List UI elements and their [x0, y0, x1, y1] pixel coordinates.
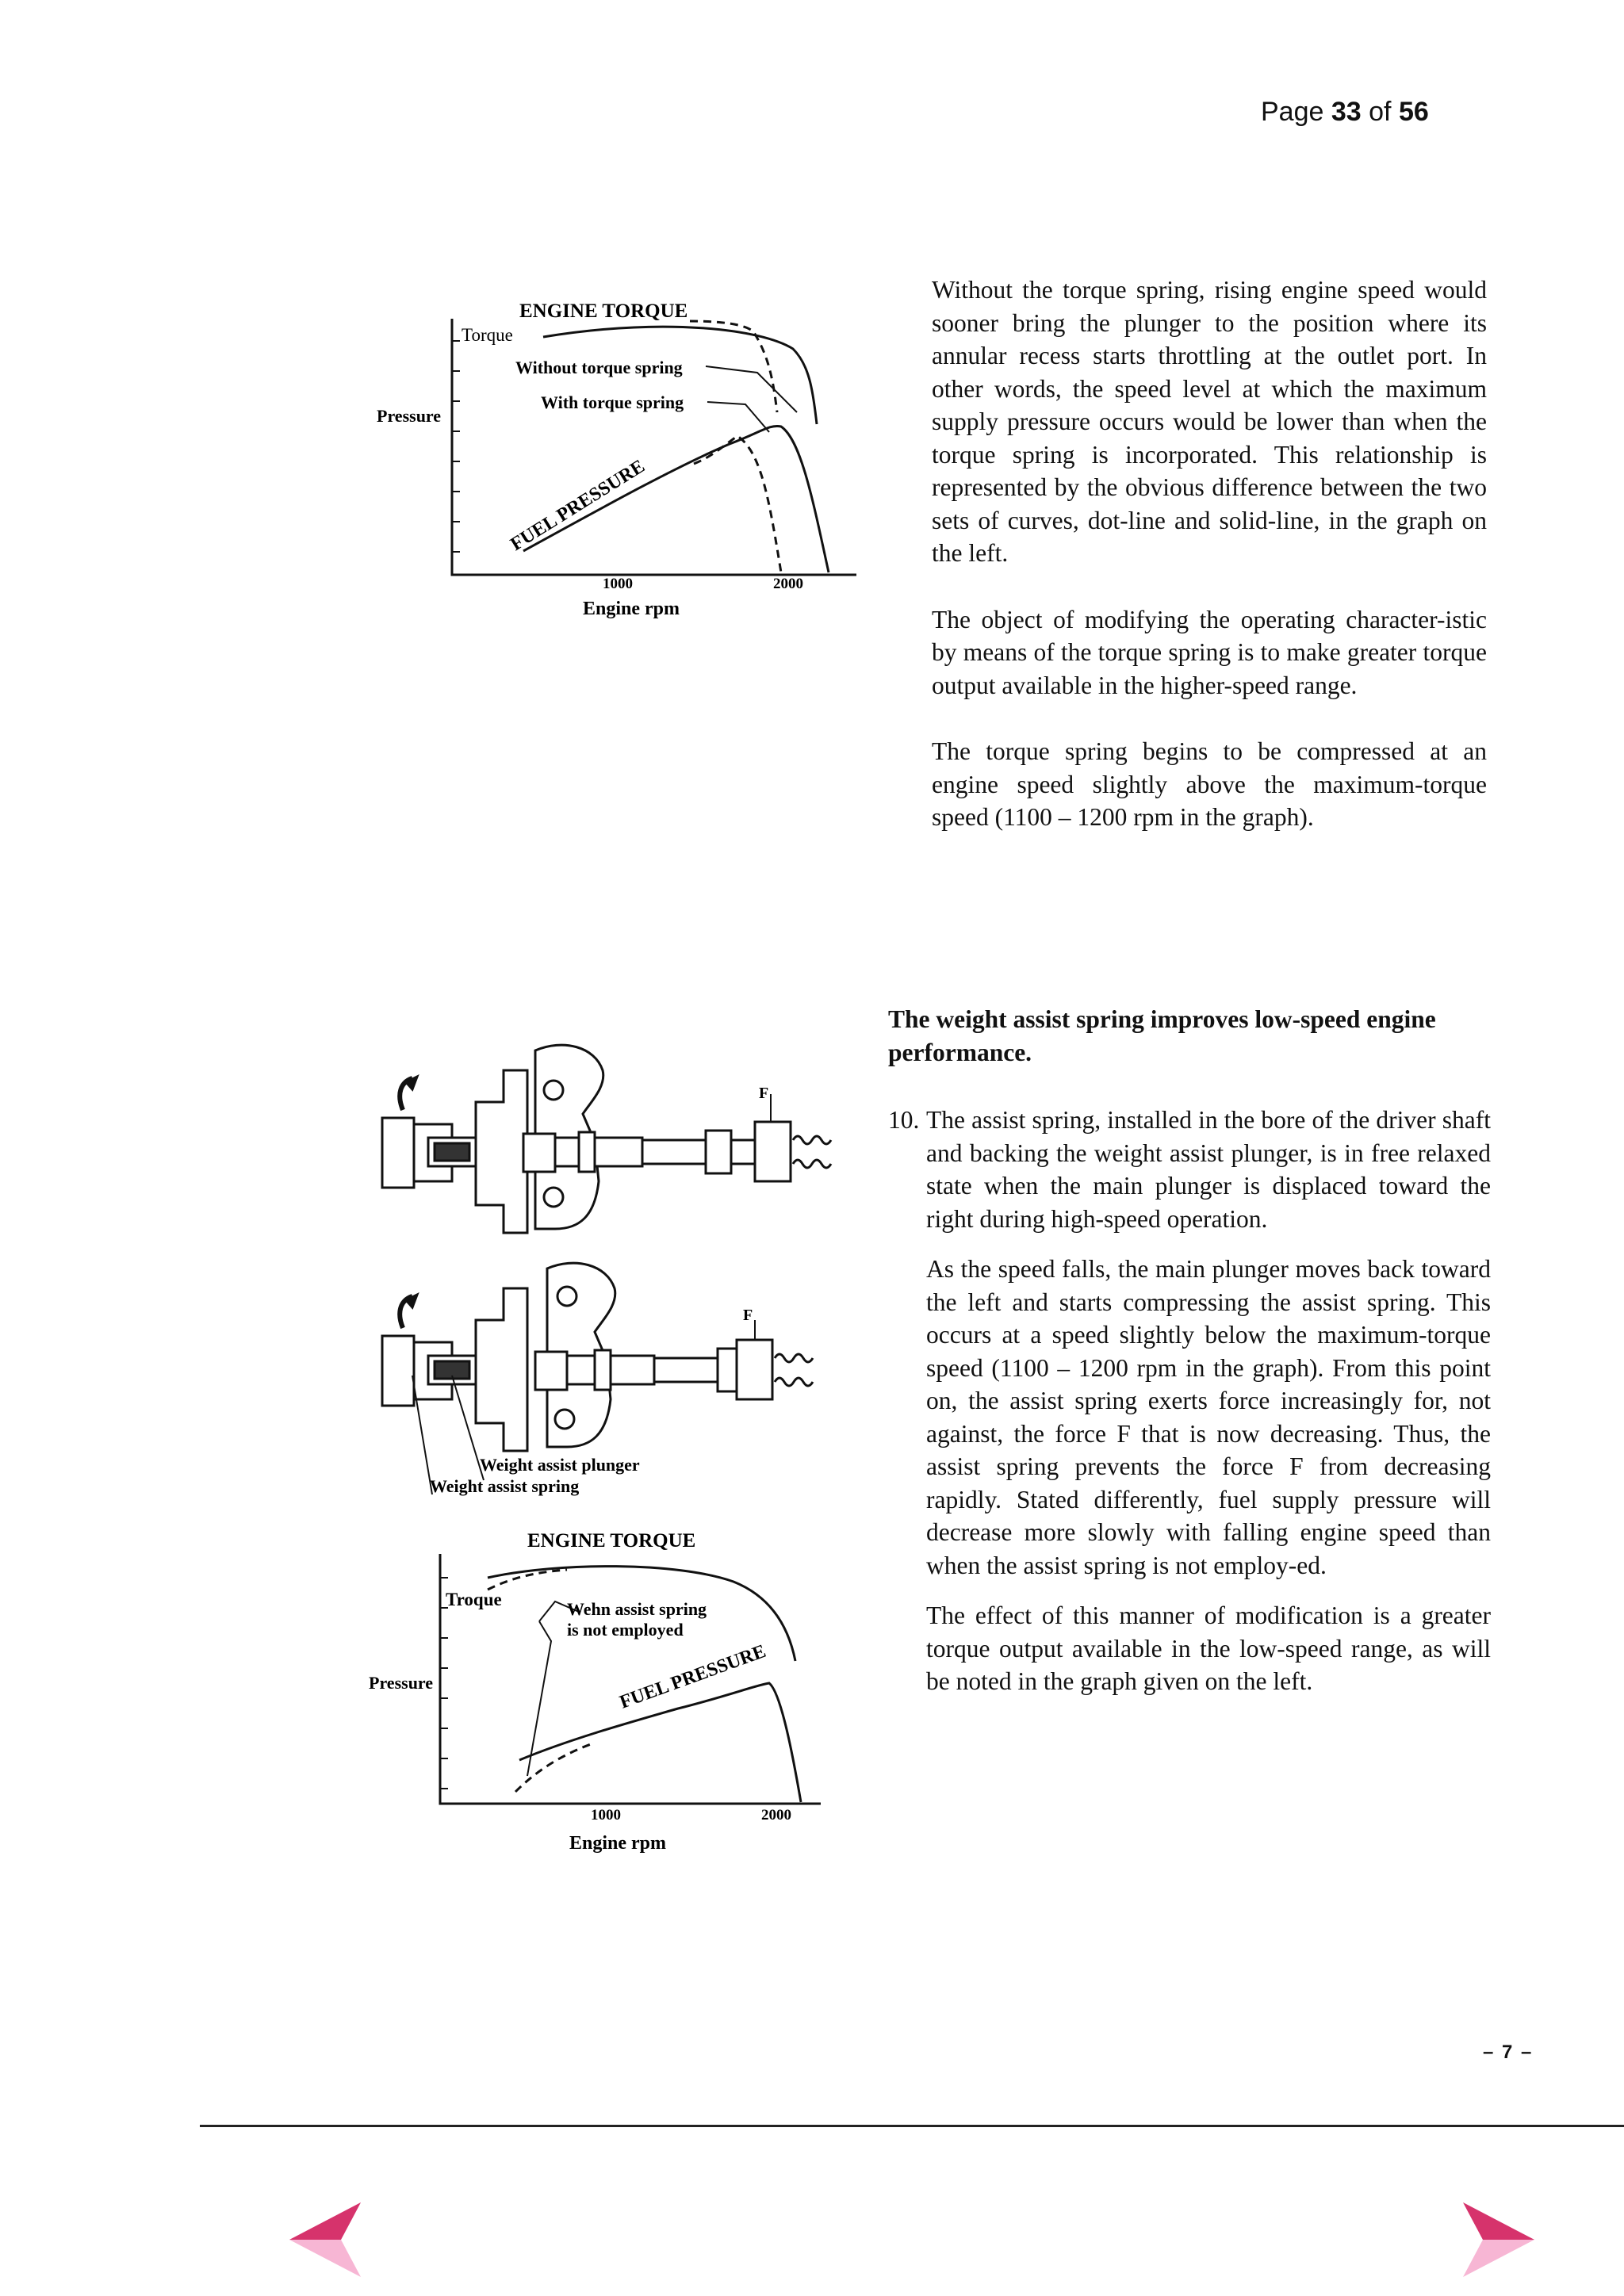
paragraph-torque-spring-3: The torque spring begins to be compressed at an engine speed slightly above the maximum-torque speed (1100 – 1200 rpm in the graph). — [932, 737, 1487, 831]
graph3-annotation-line2: is not employed — [567, 1620, 684, 1640]
page-number: – 7 – — [1483, 2042, 1534, 2063]
graph1-annotation-without: Without torque spring — [515, 358, 683, 377]
paragraph-assist-spring-3: The effect of this manner of modification is a greater torque output available in the low-speed range, as will be noted in the graph given on the left. — [926, 1601, 1491, 1695]
graph3-title: ENGINE TORQUE — [527, 1530, 696, 1552]
torque-spring-text — [932, 274, 1487, 834]
page-counter — [1261, 97, 1429, 128]
graph1-leader-with — [707, 402, 769, 432]
graph1-y-label-torque: Torque — [462, 325, 513, 345]
page-total: 56 — [1398, 97, 1429, 127]
paragraph-assist-spring-2: As the speed falls, the main plunger moves back toward the left and starts compressing the assist spring. This occurs at a speed slightly below the maximum-torque speed (1100 – 1200 rpm in the graph). From this point on, the assist spring exerts force increasingly for, not against, the force F that is now decreasing. Thus, the assist spring prevents the force F from decreasing rapidly. Stated differently, fuel supply pressure will decrease more slowly with falling engine speed than when the assist spring is not employ-ed. — [926, 1255, 1491, 1579]
arrow-left-icon — [289, 2202, 361, 2277]
graph3-pressure-dashed — [515, 1744, 591, 1792]
label-force-f-bottom: F — [743, 1307, 753, 1324]
figure-torque-spring-graph — [365, 285, 872, 634]
page-current: 33 — [1331, 97, 1362, 127]
graph3-torque-dashed — [488, 1570, 567, 1590]
graph1-pressure-dashed — [694, 436, 781, 572]
graph1-annotation-with: With torque spring — [541, 392, 684, 412]
paragraph-assist-spring-1: The assist spring, installed in the bore of the driver shaft and backing the weight assist plunger, is in free relaxed state when the main plunger is displaced toward the right during high-speed operation. — [926, 1106, 1491, 1233]
next-page-button[interactable] — [1459, 2200, 1538, 2279]
figure-assist-spring-mechanism — [365, 1039, 856, 1506]
graph3-x-tick-1000: 1000 — [591, 1807, 621, 1823]
graph3-pressure-solid — [519, 1683, 801, 1802]
mechanism-upper — [382, 1045, 831, 1233]
graph3-x-tick-2000: 2000 — [761, 1807, 791, 1823]
footer-divider — [200, 2125, 1624, 2127]
graph3-annotation-line1: Wehn assist spring — [567, 1599, 707, 1619]
paragraph-torque-spring-1: Without the torque spring, rising engine speed would sooner bring the plunger to the position where its annular recess starts throttling at the outlet port. In other words, the speed level at which the maximum supply pressure occurs would be lower than when the torque spring is incorporated. This relationship is represented by the obvious difference between the two sets of curves, dot-line and solid-line, in the graph on the left. — [932, 276, 1487, 567]
graph1-leader-without — [706, 366, 797, 412]
label-force-f-top: F — [759, 1085, 769, 1102]
previous-page-button[interactable] — [285, 2200, 365, 2279]
paragraph-torque-spring-2: The object of modifying the operating character-istic by means of the torque spring is to make greater torque output available in the higher-speed range. — [932, 605, 1487, 699]
figure-assist-spring-graph — [361, 1518, 852, 1867]
graph3-curve-label: FUEL PRESSURE — [617, 1640, 769, 1713]
list-item — [888, 1104, 1491, 1698]
graph1-x-tick-1000: 1000 — [603, 576, 633, 592]
arrow-right-icon — [1463, 2202, 1534, 2277]
page-of: of — [1361, 97, 1399, 127]
graph1-torque-dashed — [690, 321, 777, 412]
graph1-y-label-pressure: Pressure — [377, 406, 442, 426]
graph3-y-label-pressure: Pressure — [369, 1673, 434, 1693]
graph3-x-label: Engine rpm — [569, 1833, 667, 1854]
graph1-x-tick-2000: 2000 — [773, 576, 803, 592]
label-weight-assist-spring: Weight assist spring — [430, 1476, 580, 1496]
section-heading: The weight assist spring improves low-speed engine performance. — [888, 1005, 1436, 1066]
graph1-x-label: Engine rpm — [583, 599, 680, 619]
label-weight-assist-plunger: Weight assist plunger — [480, 1455, 640, 1475]
assist-spring-section — [888, 1003, 1491, 1698]
graph3-y-label-torque: Troque — [446, 1590, 502, 1609]
item-number: 10. — [888, 1106, 920, 1134]
graph1-title: ENGINE TORQUE — [519, 300, 688, 322]
graph1-curve-label: FUEL PRESSURE — [507, 456, 649, 556]
page-prefix: Page — [1261, 97, 1331, 127]
